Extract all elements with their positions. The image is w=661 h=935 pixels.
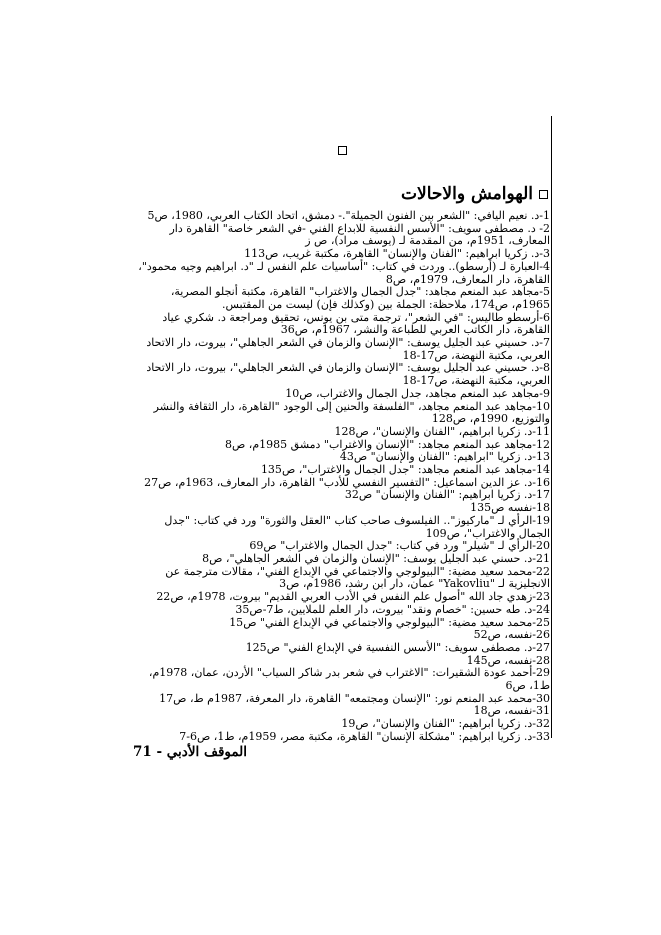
square-bullet-icon [338, 146, 347, 155]
footnote: 11-د. زكريا ابراهيم، "الفنان والإنسان"، ص128 [334, 424, 550, 438]
footnote: 25-محمد سعيد مضية: "البيولوجي والاجتماعي في الإبداع الفني" ص15 [229, 615, 550, 629]
footnote: 13-د. زكريا "ابراهيم: "الفنان والإنسان" ص43 [339, 450, 550, 464]
footnote: 8-د. حسيني عبد الجليل يوسف: "الإنسان والزمان في الشعر الجاهلي"، بيروت، دار الاتحاد العربي، مكتبة النهضة، ص17-18 [146, 361, 550, 388]
footnote: 19-الرأي لـ "ماركيوز".. الفيلسوف صاحب كتاب "العقل والثورة" ورد في كتاب: "جدل الجمال والاغتراب"، ص109 [164, 513, 550, 540]
footnote: 1-د. نعيم اليافي: "الشعر بين الفنون الجميلة".- دمشق، اتحاد الكتاب العربي، 1980، ص5 [147, 209, 550, 222]
footnote: 5-مجاهد عبد المنعم مجاهد: "جدل الجمال والاغتراب" القاهرة، مكتبة أنجلو المصرية، 1965م، ص174، ملاحظة: الجملة بين (وكذلك فإن) ليست من المقتبس. [170, 285, 550, 311]
footnote: 28-نفسه، ص145 [466, 653, 550, 667]
footnote: 32-د. زكريا ابراهيم: "الفنان والإنسان"، ص19 [341, 717, 550, 731]
page-footer: الموقف الأدبي - 71 [133, 744, 248, 760]
vertical-rule [551, 116, 552, 738]
footnote: 26-نفسه، ص52 [473, 628, 550, 642]
footnote: 9-مجاهد عبد المنعم مجاهد، جدل الجمال والاغتراب، ص10 [285, 386, 550, 400]
section-heading [401, 184, 548, 204]
footnote: 16-د. عز الدين اسماعيل: "التفسير النفسي للأدب" القاهرة، دار المعارف، 1963م، ص27 [144, 475, 550, 489]
footnote: 3-د. زكريا ابراهيم: "الفنان والإنسان" القاهرة، مكتبة غريب، ص113 [244, 247, 550, 261]
footnote: 31-نفسه، ص18 [473, 704, 550, 718]
footnote: 10-مجاهد عبد المنعم مجاهد، "الفلسفة والحنين إلى الوجود "القاهرة، دار الثقافة والنشر والتوزيع، 1990م، ص128 [153, 399, 550, 426]
footnote: 20-الرأي لـ "شيلر" ورد في كتاب: "جدل الجمال والاغتراب" ص69 [249, 539, 550, 553]
square-bullet-icon [539, 190, 548, 199]
footnote: 30-محمد عبد المنعم نور: "الإنسان ومجتمعه" القاهرة، دار المعرفة، 1987م ط، ص17 [159, 691, 550, 705]
footnote: 17-د. زكريا ابراهيم: "الفنان والإنسان" ص32 [344, 488, 550, 502]
footnote: 12-مجاهد عبد المنعم مجاهد: "الإنسان والاغتراب" دمشق 1985م، ص8 [225, 437, 550, 451]
footnote: 23-زهدي جاد الله "أصول علم النفس في الأدب العربي القديم" بيروت، 1978م، ص22 [156, 590, 550, 604]
footnote: 4-العبارة لـ (أرسطو).. وردت في كتاب: "أساسيات علم النفس لـ "د. ابراهيم وجيه محمود"، القاهرة، دار المعارف، 1979م، ص8 [138, 259, 550, 286]
footnote: 21-د. حسني عبد الجليل يوسف: "الإنسان والزمان في الشعر الجاهلي"، ص8 [202, 551, 550, 565]
footnote: 27-د. مصطفى سويف: "الأسس النفسية في الإبداع الفني" ص125 [245, 640, 550, 654]
footnote: 14-مجاهد عبد المنعم مجاهد: "جدل الجمال والاغتراب"، ص135 [260, 463, 550, 477]
footnotes-list [131, 210, 550, 744]
footnote: 2- د. مصطفى سويف: "الأسس النفسية للابداع الفني -في الشعر خاصة" القاهرة دار المعارف، 1951م، من المقدمة لـ (يوسف مراد)، ص ز [169, 221, 550, 248]
footnote: 29-أحمد عودة الشقيرات: "الاغتراب في شعر بدر شاكر السياب" الأردن، عمان، 1978م، ط1، ص6 [148, 666, 550, 693]
footnote: 24-د. طه حسين: "خصام ونقد" بيروت، دار العلم للملايين، ط7-ص35 [235, 602, 550, 616]
footnote: 6-أرسطو طاليس: "في الشعر"، ترجمة متى بن يونس، تحقيق ومراجعة د. شكري عياد القاهرة، دار الكاتب العربي للطباعة والنشر، 1967م، ص36 [162, 310, 550, 337]
footnote: 18-نفسه ص135 [470, 501, 550, 515]
section-heading-text: الهوامش والاحالات [401, 184, 533, 204]
footnote: 7-د. حسيني عبد الجليل يوسف: "الإنسان والزمان في الشعر الجاهلي"، بيروت، دار الاتحاد العربي، مكتبة النهضة، ص17-18 [146, 336, 550, 362]
footnote: 33-د. زكريا ابراهيم: "مشكلة الإنسان" القاهرة، مكتبة مصر، 1959م، ط1، ص6-7 [179, 729, 550, 743]
footnote: 22-محمد سعيد مضية: "البيولوجي والاجتماعي في الإبداع الفني"، مقالات مترجمة عن الانجليزية لـ "Yakovliu" عمان، دار ابن رشد، 1986م، ص3 [165, 564, 550, 591]
